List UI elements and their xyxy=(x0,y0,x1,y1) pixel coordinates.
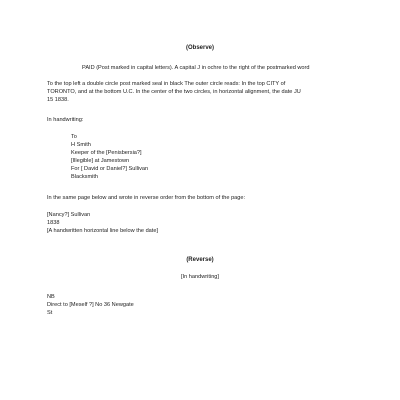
postmark-line-1: To the top left a double circle post marked seal in black The outer circle reads: In the top CITY of xyxy=(47,81,286,87)
reverse-order-line: [A handwritten horizontal line below the date] xyxy=(47,228,159,234)
address-line: Keeper of the [Penisbersia?] xyxy=(71,150,142,156)
postmark-line-2: TORONTO, and at the bottom U.C. In the center of the two circles, in horizontal alignment, the date JU xyxy=(47,89,301,95)
address-line: Blacksmith xyxy=(71,174,99,180)
address-line: For [ David or Daniel?] Sullivan xyxy=(71,166,149,172)
in-handwriting-label: In handwriting: xyxy=(47,117,84,123)
reverse-line: NB xyxy=(47,294,55,300)
address-line: To xyxy=(71,134,77,140)
reverse-handwriting-label: [In handwriting] xyxy=(181,274,219,280)
paid-line: PAID (Post marked in capital letters). A capital J in ochre to the right of the postmarked word xyxy=(82,65,310,71)
observe-heading: (Observe) xyxy=(185,45,214,51)
reverse-line: St xyxy=(47,310,53,316)
reverse-heading: (Reverse) xyxy=(186,257,214,263)
postmark-line-3: 15 1838. xyxy=(47,97,69,103)
reverse-order-line: 1838 xyxy=(47,220,60,226)
reverse-line: Direct to [Meself ?] No 36 Newgate xyxy=(47,302,134,308)
reverse-order-note: In the same page below and wrote in reverse order from the bottom of the page: xyxy=(47,195,246,201)
address-line: [Illegible] at Jamestown xyxy=(71,158,130,164)
address-line: H Smith xyxy=(71,142,91,148)
reverse-order-line: [Nancy?] Sullivan xyxy=(47,212,91,218)
